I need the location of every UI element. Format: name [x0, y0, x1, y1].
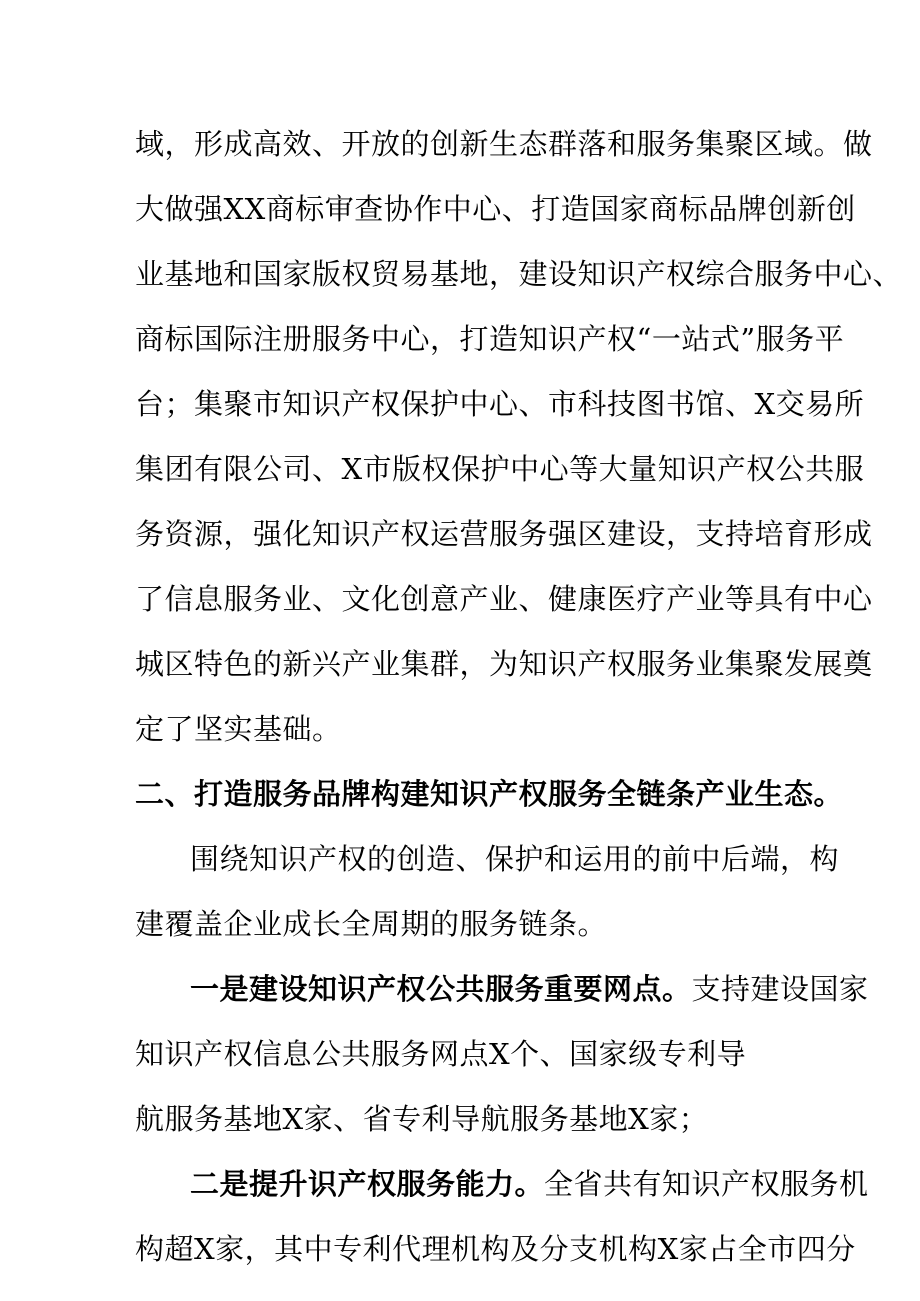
item1-text-first: 支持建设国家: [691, 972, 869, 1006]
item2-first-line: [190, 1164, 870, 1204]
body-line-9: 城区特色的新兴产业集群，为知识产权服务业集聚发展奠: [135, 647, 873, 681]
section-heading: 二、打造服务品牌构建知识产权服务全链条产业生态。: [135, 777, 844, 811]
body-line-10: 定了坚实基础。: [135, 712, 342, 746]
item2-line-2: 构超X家，其中专利代理机构及分支机构X家占全市四分: [135, 1232, 856, 1266]
item1-line-2: 知识产权信息公共服务网点X个、国家级专利导: [135, 1037, 747, 1071]
body-line-6: 集团有限公司、X市版权保护中心等大量知识产权公共服: [135, 452, 865, 486]
body-line-4: 商标国际注册服务中心，打造知识产权“一站式”服务平: [135, 322, 845, 356]
body-line-5: 台；集聚市知识产权保护中心、市科技图书馆、X交易所: [135, 387, 865, 421]
item2-lead: 二是提升识产权服务能力。: [190, 1167, 545, 1201]
item1-lead: 一是建设知识产权公共服务重要网点。: [190, 972, 692, 1006]
body-line-3: 业基地和国家版权贸易基地，建设知识产权综合服务中心、: [135, 257, 903, 291]
item2-text-first: 全省共有知识产权服务机: [544, 1167, 869, 1201]
intro-line-2: 建覆盖企业成长全周期的服务链条。: [135, 907, 608, 941]
item1-first-line: [190, 969, 870, 1009]
intro-line-1: 围绕知识产权的创造、保护和运用的前中后端，构: [190, 842, 840, 876]
body-line-8: 了信息服务业、文化创意产业、健康医疗产业等具有中心: [135, 582, 873, 616]
body-line-1: 域，形成高效、开放的创新生态群落和服务集聚区域。做: [135, 127, 873, 161]
item1-line-3: 航服务基地X家、省专利导航服务基地X家；: [135, 1102, 709, 1136]
body-line-7: 务资源，强化知识产权运营服务强区建设，支持培育形成: [135, 517, 873, 551]
body-line-2: 大做强XX商标审查协作中心、打造国家商标品牌创新创: [135, 192, 856, 226]
